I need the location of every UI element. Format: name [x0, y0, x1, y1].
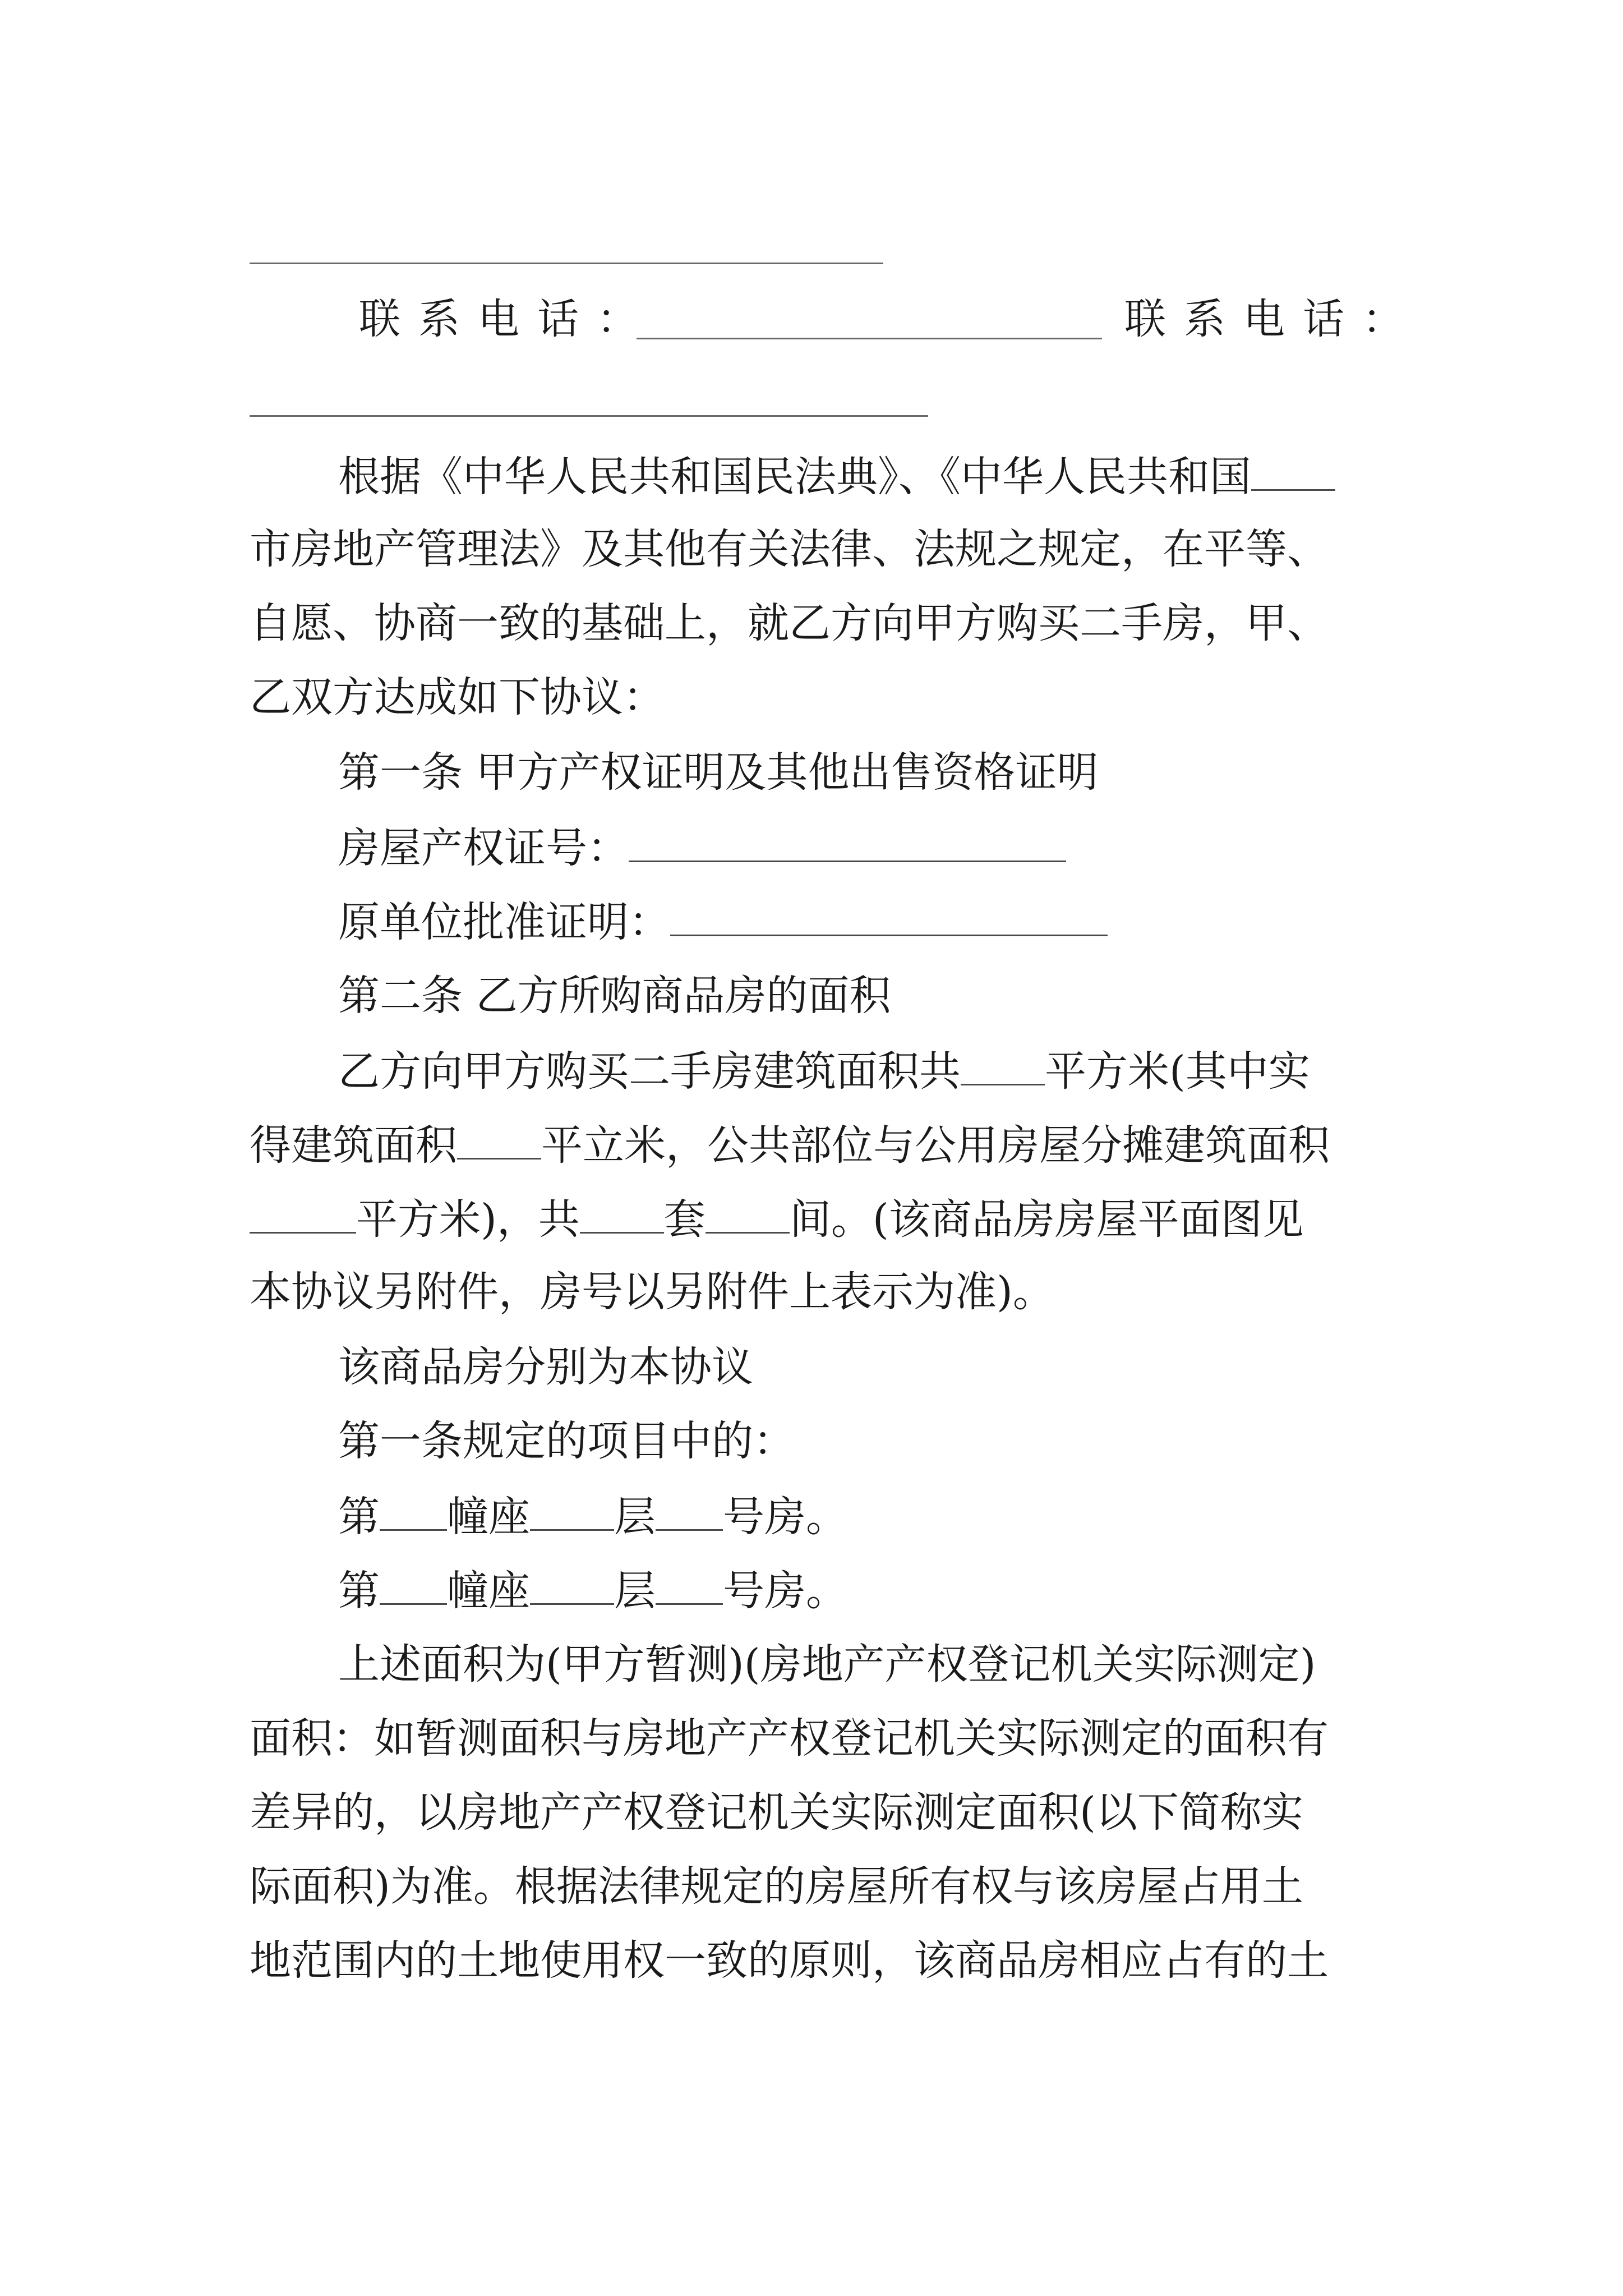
floor-blank — [530, 1494, 614, 1531]
area-rule-text: 上述面积为(甲方暂测)(房地产产权登记机关实际测定) — [338, 1640, 1316, 1688]
article-title-text: 第二条 乙方所购商品房的面积 — [338, 972, 891, 1020]
unit-intro-line — [338, 1343, 753, 1391]
shared-area-blank — [250, 1197, 356, 1234]
preamble-line — [250, 599, 1329, 647]
area-text: 乙方向甲方购买二手房建筑面积共 — [338, 1047, 961, 1096]
top-rule-2 — [250, 415, 928, 417]
floor-blank — [530, 1568, 614, 1605]
room-no-blank — [656, 1568, 723, 1605]
contact-phone-label: 联系电话： — [359, 295, 656, 343]
area-rule-text: 地范围内的土地使用权一致的原则，该商品房相应占有的土 — [250, 1936, 1329, 1985]
building-blank — [380, 1494, 447, 1531]
unit-text: 号房。 — [723, 1493, 847, 1541]
unit-text: 层 — [614, 1567, 656, 1615]
unit-text: 第 — [338, 1567, 380, 1615]
unit-line-1 — [338, 1493, 847, 1541]
area-text: 得建筑面积 — [250, 1121, 457, 1170]
approval-cert-label: 原单位批准证明： — [338, 898, 670, 946]
area-text: 平方米)，共 — [356, 1195, 580, 1244]
article-1-title — [338, 748, 1099, 797]
approval-cert-blank — [670, 900, 1108, 936]
area-line — [250, 1121, 1330, 1170]
actual-area-blank — [457, 1123, 541, 1159]
area-rule-line — [250, 1714, 1329, 1763]
contact-phone-left — [359, 295, 656, 343]
article-title-text: 第一条 甲方产权证明及其他出售资格证明 — [338, 748, 1099, 797]
top-rule-1 — [250, 263, 883, 264]
article-2-title — [338, 972, 891, 1020]
sets-blank — [580, 1197, 664, 1234]
unit-text: 层 — [614, 1493, 656, 1541]
area-rule-line — [250, 1788, 1303, 1837]
contact-phone-blank-left — [637, 338, 1102, 339]
unit-intro-text: 该商品房分别为本协议 — [338, 1343, 753, 1391]
area-rule-text: 差异的，以房地产产权登记机关实际测定面积(以下简称实 — [250, 1788, 1303, 1837]
area-rule-text: 际面积)为准。根据法律规定的房屋所有权与该房屋占用土 — [250, 1862, 1303, 1911]
rooms-blank — [706, 1197, 790, 1234]
preamble-line — [250, 525, 1329, 573]
unit-text: 号房。 — [723, 1567, 847, 1615]
contact-phone-right — [1124, 295, 1422, 343]
area-rule-text: 面积：如暂测面积与房地产产权登记机关实际测定的面积有 — [250, 1714, 1329, 1763]
preamble-line — [250, 673, 665, 721]
approval-cert-line — [338, 898, 1108, 946]
area-text: 平方米(其中实 — [1045, 1047, 1310, 1096]
preamble-line — [338, 453, 1335, 501]
room-no-blank — [656, 1494, 723, 1531]
unit-intro-text: 第一条规定的项目中的： — [338, 1417, 795, 1465]
contact-phone-label: 联系电话： — [1124, 295, 1422, 343]
unit-text: 第 — [338, 1493, 380, 1541]
area-line — [250, 1195, 1304, 1244]
unit-text: 幢座 — [447, 1493, 530, 1541]
preamble-text: 乙双方达成如下协议： — [250, 673, 665, 721]
property-cert-blank — [629, 826, 1066, 862]
total-area-blank — [961, 1049, 1045, 1085]
area-rule-line — [250, 1936, 1329, 1985]
property-cert-line — [338, 824, 1066, 872]
area-line — [250, 1268, 1054, 1316]
preamble-text: 根据《中华人民共和国民法典》、《中华人民共和国 — [338, 453, 1251, 501]
building-blank — [380, 1568, 447, 1605]
area-rule-line — [250, 1862, 1303, 1911]
preamble-text: 市房地产管理法》及其他有关法律、法规之规定，在平等、 — [250, 525, 1329, 573]
property-cert-label: 房屋产权证号： — [338, 824, 629, 872]
unit-intro-line — [338, 1417, 795, 1465]
area-text: 套 — [663, 1195, 706, 1244]
area-line — [338, 1047, 1310, 1096]
unit-text: 幢座 — [447, 1567, 530, 1615]
area-text: 平立米，公共部位与公用房屋分摊建筑面积 — [541, 1121, 1330, 1170]
preamble-text: 自愿、协商一致的基础上，就乙方向甲方购买二手房，甲、 — [250, 599, 1329, 647]
area-rule-line — [338, 1640, 1316, 1688]
area-text: 本协议另附件，房号以另附件上表示为准)。 — [250, 1268, 1054, 1316]
unit-line-2 — [338, 1567, 847, 1615]
area-text: 间。(该商品房房屋平面图见 — [789, 1195, 1304, 1244]
city-blank — [1251, 454, 1335, 491]
